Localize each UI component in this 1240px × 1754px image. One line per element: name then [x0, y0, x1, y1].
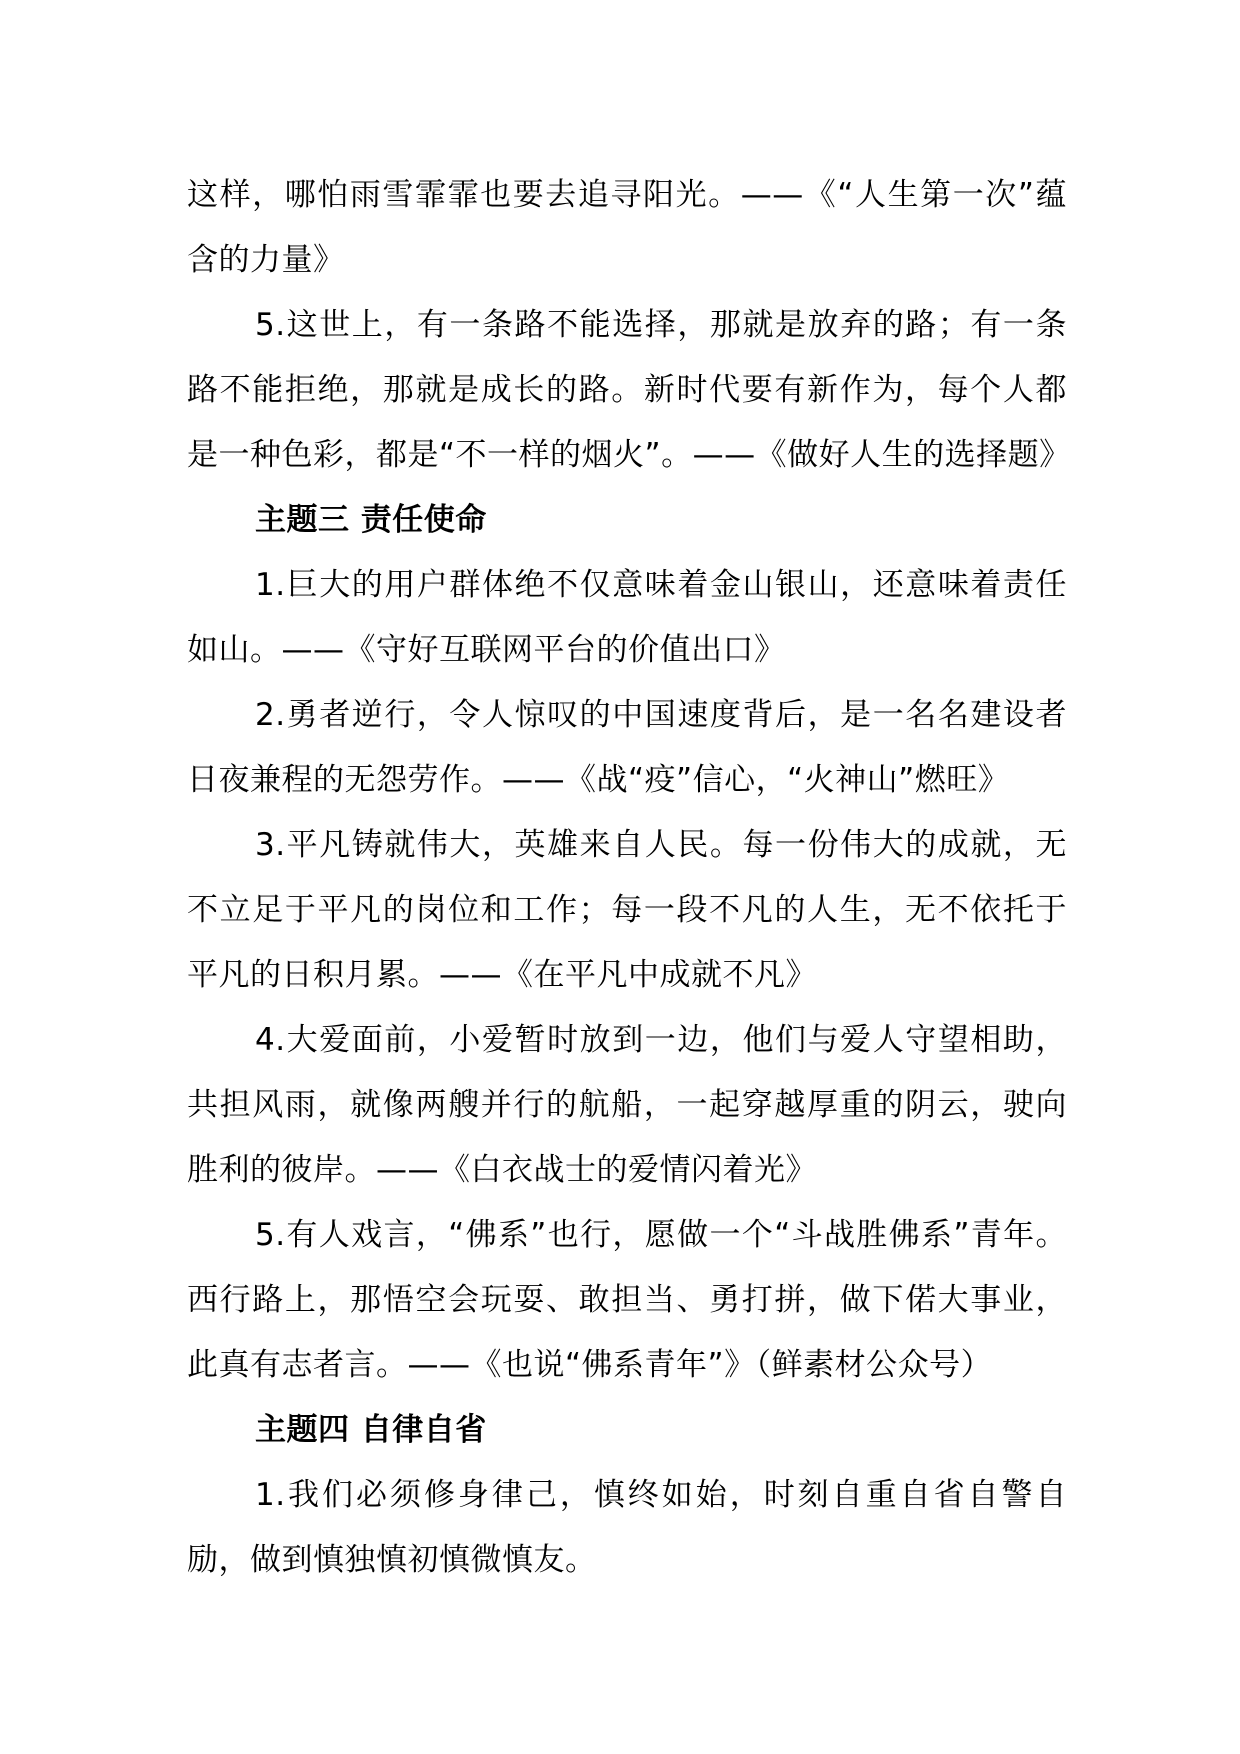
paragraph-item-4: 4.大爱面前，小爱暂时放到一边，他们与爱人守望相助，共担风雨，就像两艘并行的航船，一起穿越厚重的阴云，驶向胜利的彼岸。——《白衣战士的爱情闪着光》: [187, 1022, 1067, 1188]
paragraph-item-2: 2.勇者逆行，令人惊叹的中国速度背后，是一名名建设者日夜兼程的无怨劳作。——《战“疫”信心，“火神山”燃旺》: [187, 697, 1067, 798]
section-heading-theme-3: 主题三 责任使命: [255, 502, 487, 538]
paragraph-item-3: 3.平凡铸就伟大，英雄来自人民。每一份伟大的成就，无不立足于平凡的岗位和工作；每一段不凡的人生，无不依托于平凡的日积月累。——《在平凡中成就不凡》: [187, 827, 1067, 993]
paragraph-item-1: 1.巨大的用户群体绝不仅意味着金山银山，还意味着责任如山。——《守好互联网平台的价值出口》: [187, 567, 1067, 668]
document-page: [187, 163, 1071, 1593]
paragraph-item-5: 5.有人戏言，“佛系”也行，愿做一个“斗战胜佛系”青年。西行路上，那悟空会玩耍、敢担当、勇打拼，做下偌大事业，此真有志者言。——《也说“佛系青年”》（鲜素材公众号）: [187, 1217, 1067, 1383]
paragraph-continuation: 这样，哪怕雨雪霏霏也要去追寻阳光。——《“人生第一次”蕴含的力量》: [187, 177, 1067, 278]
paragraph-item-1: 1.我们必须修身律己，慎终如始，时刻自重自省自警自励，做到慎独慎初慎微慎友。: [187, 1477, 1067, 1578]
paragraph-item-5: 5.这世上，有一条路不能选择，那就是放弃的路；有一条路不能拒绝，那就是成长的路。新时代要有新作为，每个人都是一种色彩，都是“不一样的烟火”。——《做好人生的选择题》: [187, 307, 1071, 473]
section-heading-theme-4: 主题四 自律自省: [255, 1412, 487, 1448]
